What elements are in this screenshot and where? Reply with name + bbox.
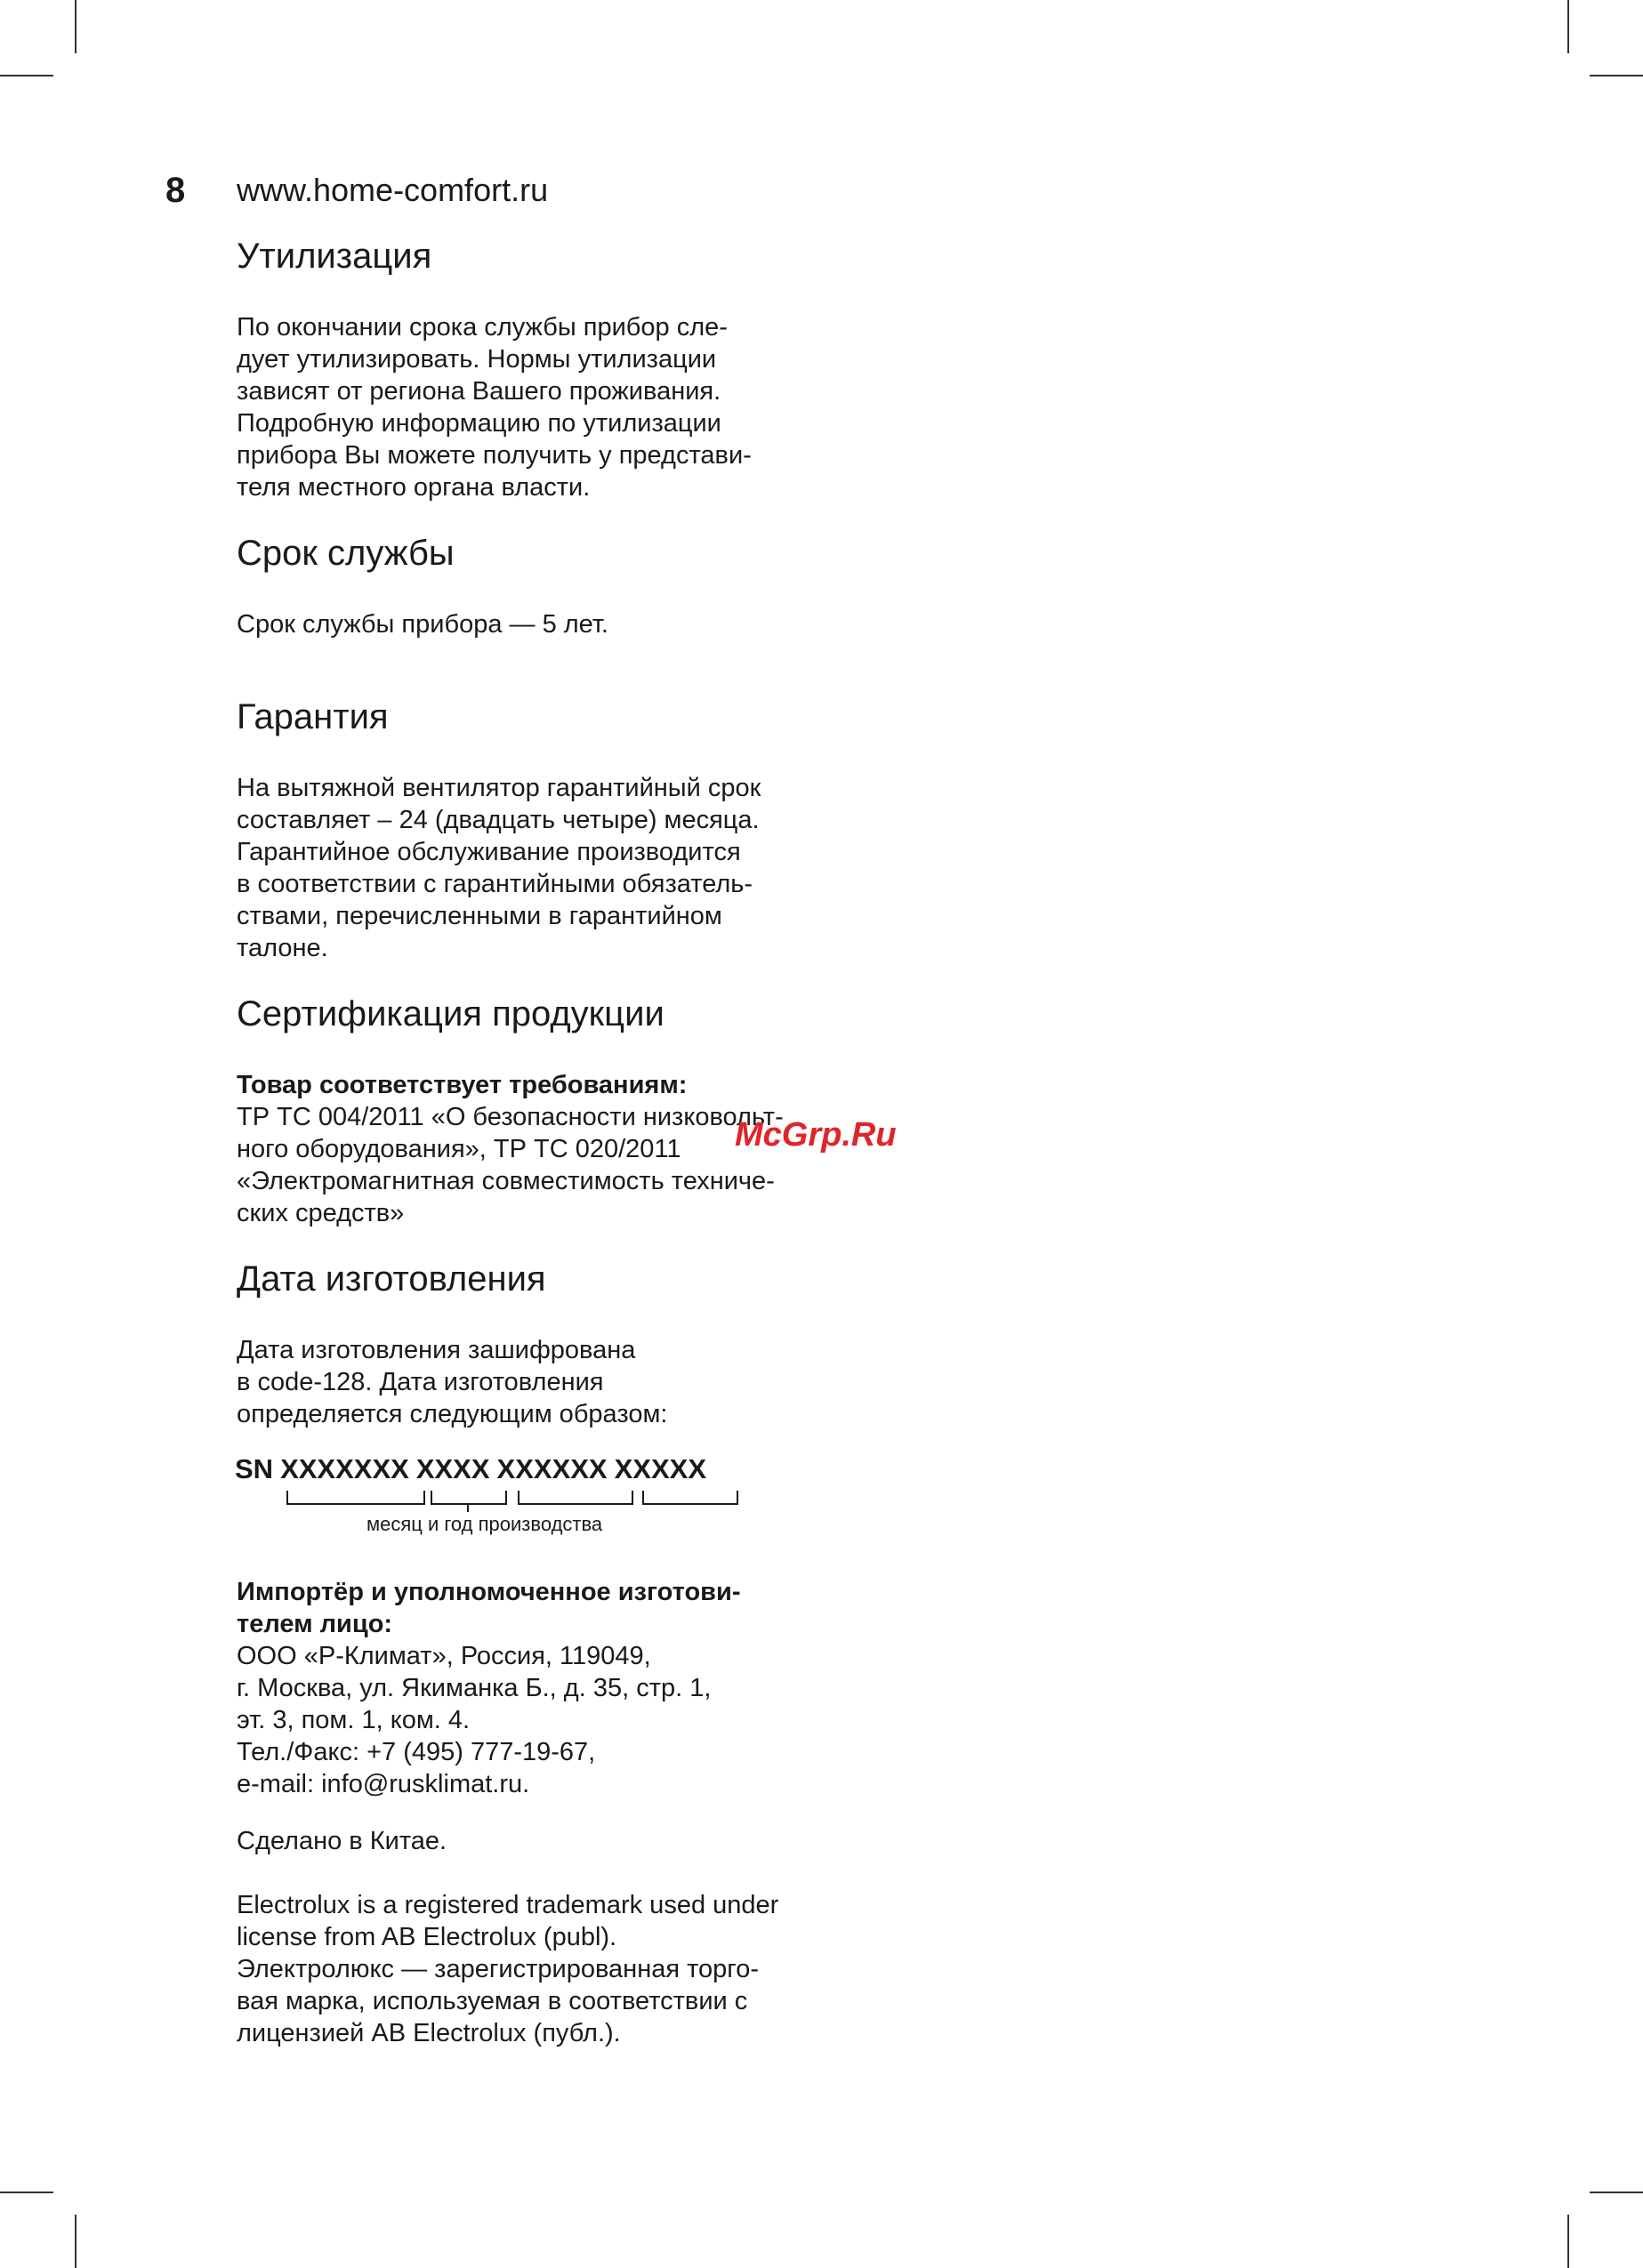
section-text: Сделано в Китае. xyxy=(237,1827,447,1855)
serial-number-diagram xyxy=(237,1452,859,1540)
sn-bracket xyxy=(431,1491,507,1505)
page-number: 8 xyxy=(165,171,186,210)
crop-mark xyxy=(1567,2215,1569,2268)
sn-prefix: SN xyxy=(235,1453,274,1484)
section-title: Дата изготовления xyxy=(237,1259,546,1299)
sn-group: XXXXX xyxy=(614,1453,706,1484)
crop-mark xyxy=(1590,2192,1643,2193)
section-lead: Импортёр и уполномоченное изготови- телем лицо: xyxy=(237,1578,741,1638)
sn-caption: месяц и год производства xyxy=(366,1513,603,1535)
section-warranty xyxy=(237,692,859,964)
section-text: ТР ТС 004/2011 «О безопасности низковольт- ного оборудования», ТР ТС 020/2011 «Электромагнитная совместимость техниче- ских средств» xyxy=(237,1103,784,1227)
section-service-life xyxy=(237,528,859,640)
sn-group: XXXXXX xyxy=(496,1453,608,1484)
section-text: ООО «Р-Климат», Россия, 119049, г. Москва, ул. Якиманка Б., д. 35, стр. 1, эт. 3, пом. 1, ком. 4. Тел./Факс: +7 (495) 777-19-67, e-mail: info@rusklimat.ru. xyxy=(237,1642,712,1798)
sn-pointer xyxy=(467,1503,469,1512)
section-title: Утилизация xyxy=(237,237,432,276)
sn-bracket xyxy=(642,1491,738,1505)
section-title: Сертификация продукции xyxy=(237,994,664,1033)
section-trademark xyxy=(237,1889,859,2049)
section-text: Дата изготовления зашифрована в code-128. Дата изготовления определяется следующим образом: xyxy=(237,1336,668,1428)
crop-mark xyxy=(0,75,53,76)
crop-mark xyxy=(1567,0,1569,53)
section-text: Срок службы прибора — 5 лет. xyxy=(237,610,608,639)
section-text: На вытяжной вентилятор гарантийный срок составляет – 24 (двадцать четыре) месяца. Гарантийное обслуживание производится в соответствии с гарантийными обязатель- ствами, перечисленными в гарантийном талоне. xyxy=(237,774,761,962)
sn-bracket xyxy=(286,1491,425,1505)
sn-group: XXXXXXX xyxy=(280,1453,409,1484)
watermark: McGrp.Ru xyxy=(735,1116,897,1154)
section-text: Electrolux is a registered trademark used under license from AB Electrolux (publ). Электролюкс — зарегистрированная торго- вая марка, используемая в соответствии с лицензией AB Electrolux (публ.). xyxy=(237,1891,779,2047)
section-made-in xyxy=(237,1825,859,1857)
sn-group: XXXX xyxy=(415,1453,490,1484)
crop-mark xyxy=(75,2215,77,2268)
section-disposal xyxy=(237,231,859,503)
section-lead: Товар соответствует требованиям: xyxy=(237,1071,688,1099)
sn-bracket xyxy=(518,1491,633,1505)
crop-mark xyxy=(1590,75,1643,76)
section-manufacture-date xyxy=(237,1254,859,1540)
section-title: Гарантия xyxy=(237,697,389,736)
serial-number xyxy=(235,1452,706,1487)
section-importer xyxy=(237,1576,859,1800)
section-text: По окончании срока службы прибор сле- дует утилизировать. Нормы утилизации зависят от региона Вашего проживания. Подробную информацию по утилизации прибора Вы можете получить у представи- теля местного органа власти. xyxy=(237,313,752,502)
crop-mark xyxy=(75,0,77,53)
site-url: www.home-comfort.ru xyxy=(237,172,549,208)
section-certification xyxy=(237,989,859,1229)
section-title: Срок службы xyxy=(237,534,455,573)
crop-mark xyxy=(0,2192,53,2193)
